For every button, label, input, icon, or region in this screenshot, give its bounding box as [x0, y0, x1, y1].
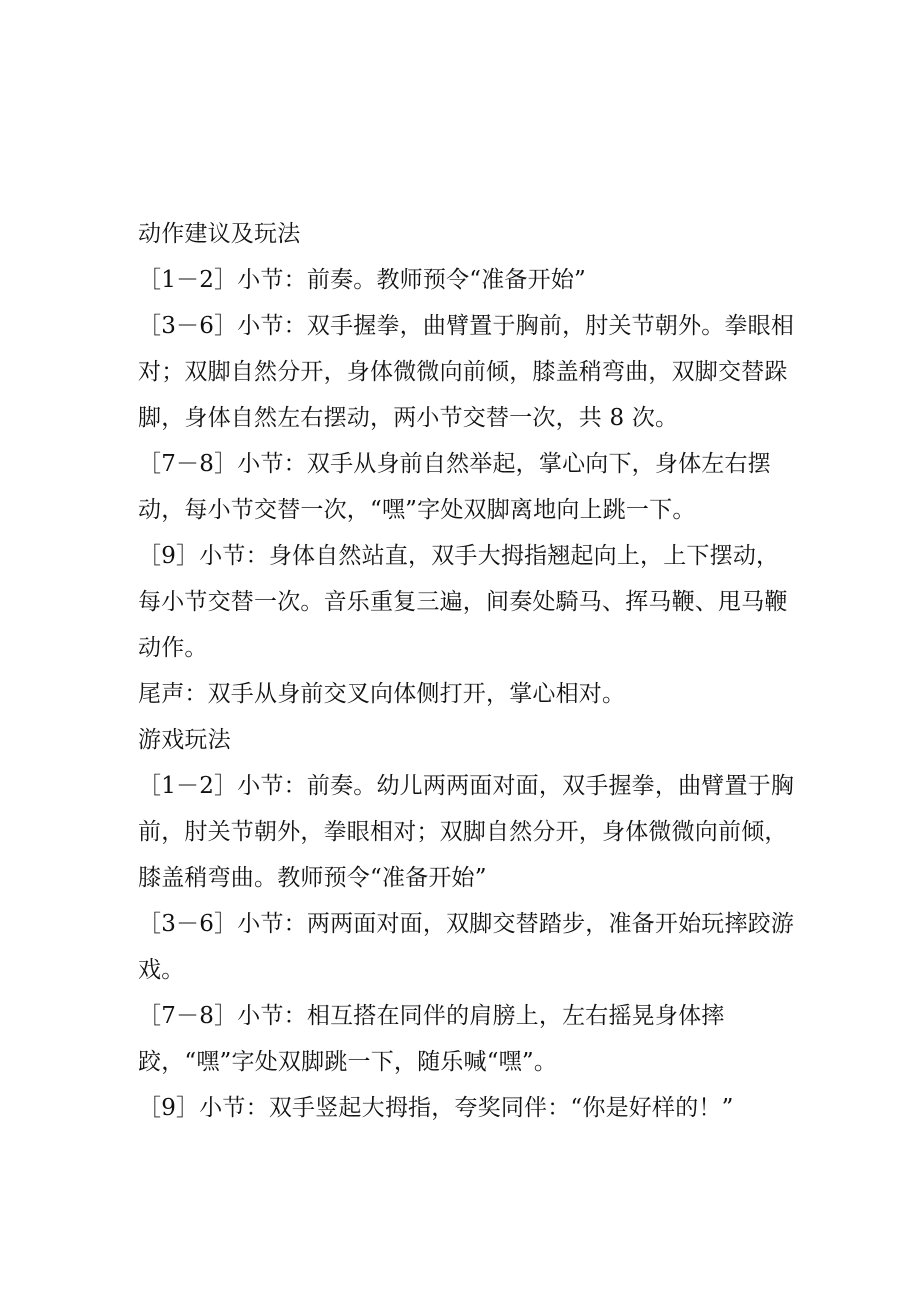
paragraph-game-bars-1-2: ［1－2］小节：前奏。幼儿两两面对面，双手握拳，曲臂置于胸前，肘关节朝外，拳眼相对；双脚自然分开，身体微微向前倾，膝盖稍弯曲。教师预令“准备开始”	[138, 773, 795, 891]
section-heading-game: 游戏玩法	[138, 727, 231, 753]
paragraph-actions-coda: 尾声：双手从身前交叉向体侧打开，掌心相对。	[138, 681, 626, 707]
paragraph-actions-bars-1-2: ［1－2］小节：前奏。教师预令“准备开始”	[138, 267, 586, 293]
paragraph-actions-bars-7-8: ［7－8］小节：双手从身前自然举起，掌心向下，身体左右摆动，每小节交替一次，“嘿”字处双脚离地向上跳一下。	[138, 451, 771, 523]
paragraph-game-bars-7-8: ［7－8］小节：相互搭在同伴的肩膀上，左右摇晃身体摔跤，“嘿”字处双脚跳一下，随乐喊“嘿”。	[138, 1003, 725, 1075]
paragraph-game-bars-3-6: ［3－6］小节：两两面对面，双脚交替踏步，准备开始玩摔跤游戏。	[138, 911, 795, 983]
paragraph-game-bar-9: ［9］小节：双手竖起大拇指，夸奖同伴：“你是好样的！”	[138, 1095, 734, 1121]
paragraph-actions-bar-9: ［9］小节：身体自然站直，双手大拇指翘起向上，上下摆动，每小节交替一次。音乐重复三遍，间奏处騎马、挥马鞭、甩马鞭动作。	[138, 543, 788, 661]
section-heading-actions: 动作建议及玩法	[138, 221, 301, 247]
paragraph-actions-bars-3-6: ［3－6］小节：双手握拳，曲臂置于胸前，肘关节朝外。拳眼相对；双脚自然分开，身体微微向前倾，膝盖稍弯曲，双脚交替跺脚，身体自然左右摆动，两小节交替一次，共 8 次。	[138, 313, 795, 431]
document-body	[138, 211, 798, 1131]
